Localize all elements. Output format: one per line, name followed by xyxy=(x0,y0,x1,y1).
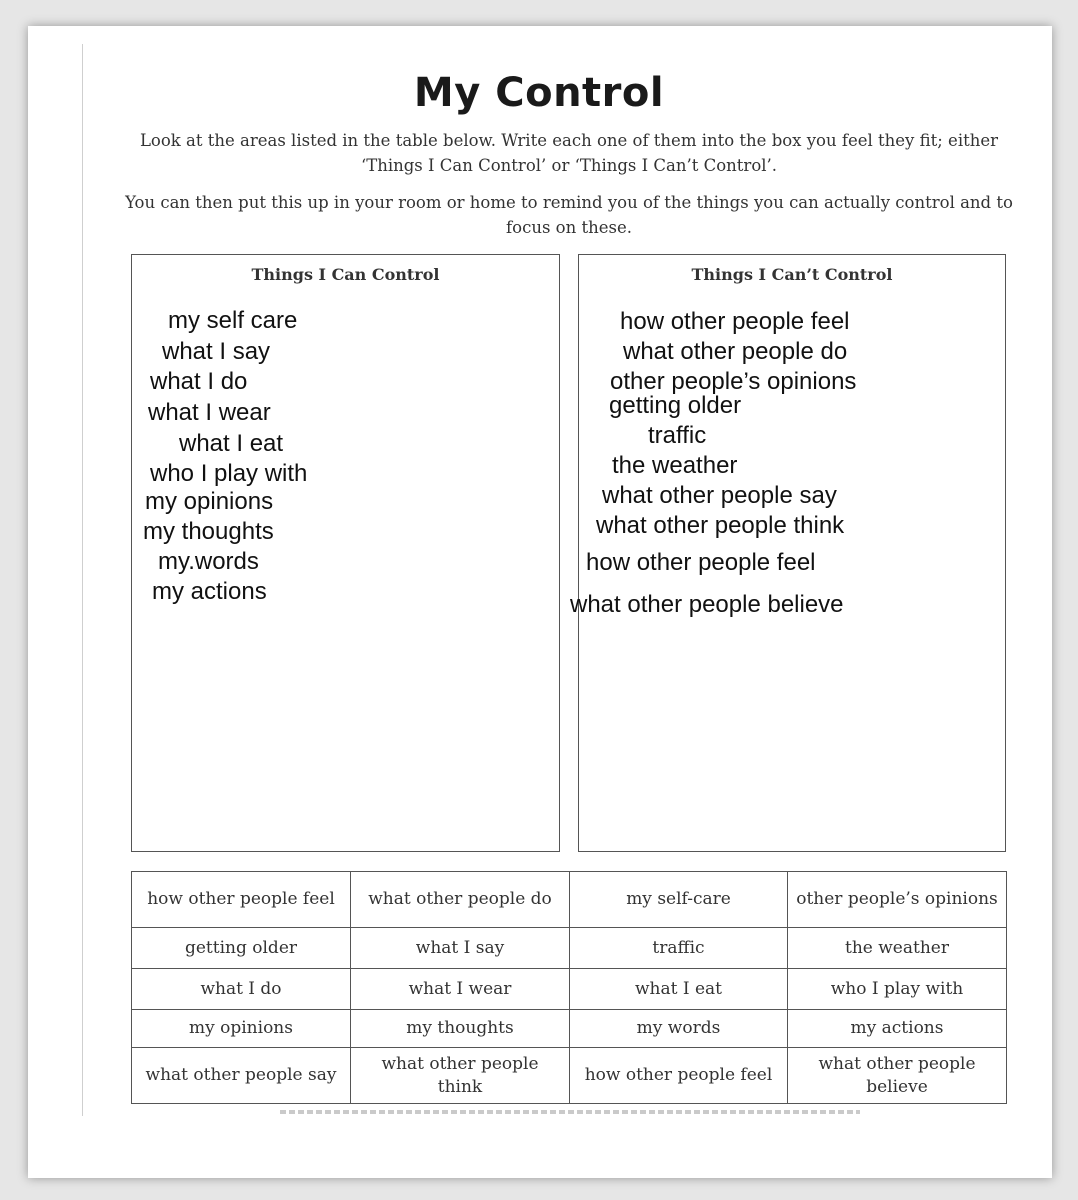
table-cell: my words xyxy=(570,1010,788,1048)
areas-table xyxy=(131,871,1007,1104)
instruction-text-2: You can then put this up in your room or home to remind you of the things you can actually control and to focus on these. xyxy=(125,193,1013,237)
table-cell: what I eat xyxy=(570,969,788,1010)
cant-control-item: how other people feel xyxy=(620,308,850,335)
can-control-item: my opinions xyxy=(145,488,274,515)
cant-control-item: how other people feel xyxy=(586,549,816,576)
table-cell: traffic xyxy=(570,928,788,969)
cant-control-item: getting older xyxy=(609,392,742,419)
can-control-heading: Things I Can Control xyxy=(251,265,440,284)
table-cell: my actions xyxy=(788,1010,1006,1048)
table-cell: what other people say xyxy=(132,1048,351,1103)
table-cell: what other people think xyxy=(351,1048,570,1103)
cant-control-item: what other people believe xyxy=(570,591,844,618)
can-control-item: my self care xyxy=(168,307,298,334)
table-cell: what I wear xyxy=(351,969,570,1010)
cant-control-item: other people’s opinions xyxy=(610,368,857,395)
footer-fine-print xyxy=(280,1110,860,1114)
table-cell: what other people believe xyxy=(818,1053,976,1097)
cant-control-item: the weather xyxy=(612,452,738,479)
can-control-item: what I eat xyxy=(179,430,284,457)
page-margin-line xyxy=(82,44,83,1116)
table-cell: how other people feel xyxy=(570,1048,788,1103)
table-cell: what other people do xyxy=(351,872,570,928)
table-cell: how other people feel xyxy=(132,872,351,928)
table-cell: my self-care xyxy=(570,872,788,928)
can-control-item: my.words xyxy=(158,548,259,575)
cant-control-item: traffic xyxy=(648,422,707,449)
table-cell: what I say xyxy=(351,928,570,969)
can-control-item: what I do xyxy=(150,368,248,395)
cant-control-item: what other people do xyxy=(623,338,848,365)
can-control-item: my thoughts xyxy=(143,518,274,545)
table-cell: who I play with xyxy=(788,969,1006,1010)
table-cell: what I do xyxy=(132,969,351,1010)
can-control-item: what I say xyxy=(162,338,271,365)
table-cell: getting older xyxy=(132,928,351,969)
cant-control-item: what other people say xyxy=(602,482,837,509)
table-cell: other people’s opinions xyxy=(788,872,1006,928)
can-control-item: what I wear xyxy=(148,399,271,426)
page-title: My Control xyxy=(413,70,665,116)
table-cell: my opinions xyxy=(132,1010,351,1048)
can-control-item: who I play with xyxy=(150,460,308,487)
instruction-text-1: Look at the areas listed in the table below. Write each one of them into the box you feel they fit; either ‘Things I Can Control’ or ‘Things I Can’t Control’. xyxy=(139,131,999,175)
table-cell: the weather xyxy=(788,928,1006,969)
can-control-item: my actions xyxy=(152,578,267,605)
cant-control-heading: Things I Can’t Control xyxy=(691,265,893,284)
table-cell: my thoughts xyxy=(351,1010,570,1048)
cant-control-item: what other people think xyxy=(596,512,845,539)
